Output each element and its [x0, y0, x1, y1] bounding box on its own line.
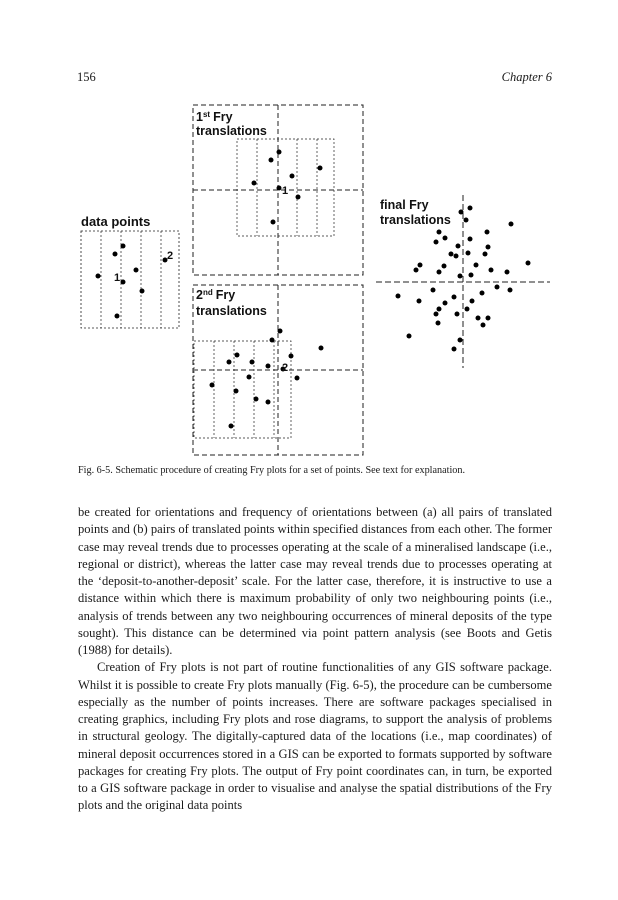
point-2-label: 2 — [167, 250, 174, 262]
first-fry-label-line2: translations — [196, 124, 267, 138]
point-1-label: 1 — [114, 272, 121, 284]
chapter-header: Chapter 6 — [501, 70, 552, 84]
page-number: 156 — [77, 70, 96, 84]
second-point-2-label: 2 — [282, 362, 289, 374]
paragraph-1: be created for orientations and frequency of orientations between (a) all pairs of translated points and (b) pairs of translated points within specified distances from each other. The former case may reveal trends due to processes operating at the scale of a mineralised landscape (i.e., regional or district), whereas the latter case may reveal trends due to processes operating at the ‘deposit-to-another-deposit’ scale. For the latter case, therefore, it is instructive to use a distance within which there is maximum probability of only two neighbouring points (i.e., analysis of trends between any two neighbouring occurrences of mineral deposits of the type sought). This distance can be determined via point pattern analysis (see Boots and Getis (1988) for details). — [78, 505, 552, 657]
paragraph-2: Creation of Fry plots is not part of routine functionalities of any GIS software package. Whilst it is possible to create Fry plots manually (Fig. 6-5), the procedure can be cumbersome especially as the number of points increases. There are software packages specialised in creating graphics, including Fry plots and rose diagrams, to support the analysis of problems in structural geology. The digitally-captured data of the locations (i.e., map coordinates) of mineral deposit occurrences stored in a GIS can be exported to formats supported by software packages for creating Fry plots. The output of Fry point coordinates can, in turn, be exported to a GIS software package in order to visualise and analyse the spatial distributions of the Fry plots and the original data points — [78, 660, 552, 813]
body-text — [78, 504, 552, 815]
second-fry-label-line1: 2nd Fry — [196, 288, 236, 302]
first-point-1-label: 1 — [282, 185, 289, 197]
final-fry-label-line1: final Fry — [380, 198, 429, 212]
final-fry-label-line2: translations — [380, 213, 451, 227]
first-fry-label-line1: 1st Fry — [196, 110, 233, 124]
second-fry-label-line2: translations — [196, 304, 267, 318]
data-points-panel — [81, 231, 179, 328]
figure-caption: Fig. 6-5. Schematic procedure of creating Fry plots for a set of points. See text for explanation. — [78, 465, 466, 476]
data-points-label: data points — [81, 214, 151, 229]
